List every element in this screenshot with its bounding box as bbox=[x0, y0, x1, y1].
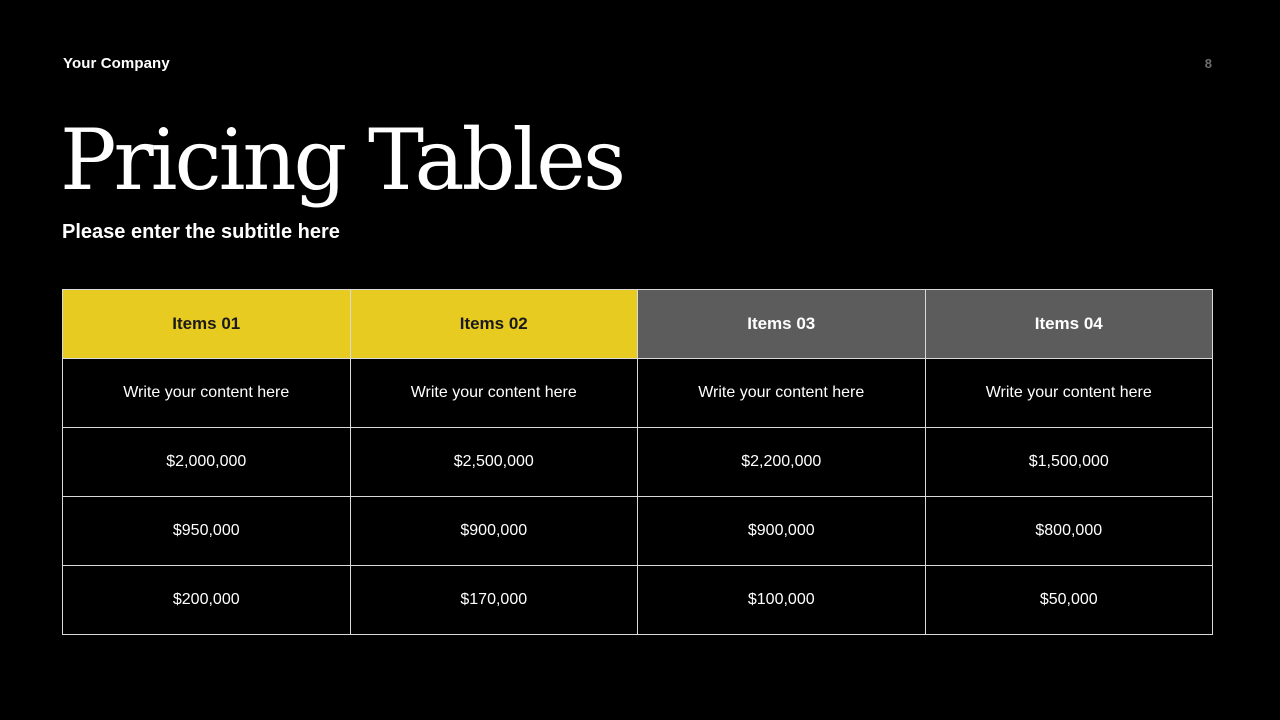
column-header-items-03: Items 03 bbox=[638, 290, 926, 359]
table-cell: $950,000 bbox=[63, 497, 351, 566]
table-cell: Write your content here bbox=[63, 359, 351, 428]
table-cell: $900,000 bbox=[350, 497, 638, 566]
column-header-items-01: Items 01 bbox=[63, 290, 351, 359]
table-cell: Write your content here bbox=[925, 359, 1213, 428]
page-subtitle: Please enter the subtitle here bbox=[62, 221, 340, 243]
table-cell: $200,000 bbox=[63, 566, 351, 635]
page-title: Pricing Tables bbox=[60, 111, 624, 209]
table-cell: $800,000 bbox=[925, 497, 1213, 566]
table-row bbox=[63, 428, 1213, 497]
table-row bbox=[63, 566, 1213, 635]
table-header-row bbox=[63, 290, 1213, 359]
column-header-items-04: Items 04 bbox=[925, 290, 1213, 359]
company-name: Your Company bbox=[63, 55, 170, 72]
table-cell: $2,000,000 bbox=[63, 428, 351, 497]
table-cell: $1,500,000 bbox=[925, 428, 1213, 497]
table-cell: $50,000 bbox=[925, 566, 1213, 635]
table-cell: $2,200,000 bbox=[638, 428, 926, 497]
table-cell: Write your content here bbox=[350, 359, 638, 428]
table-cell: $100,000 bbox=[638, 566, 926, 635]
column-header-items-02: Items 02 bbox=[350, 290, 638, 359]
pricing-table bbox=[62, 289, 1213, 635]
table-cell: $170,000 bbox=[350, 566, 638, 635]
table-row bbox=[63, 359, 1213, 428]
table-cell: $2,500,000 bbox=[350, 428, 638, 497]
table-cell: Write your content here bbox=[638, 359, 926, 428]
page-number: 8 bbox=[1204, 56, 1212, 71]
table-row bbox=[63, 497, 1213, 566]
table-cell: $900,000 bbox=[638, 497, 926, 566]
